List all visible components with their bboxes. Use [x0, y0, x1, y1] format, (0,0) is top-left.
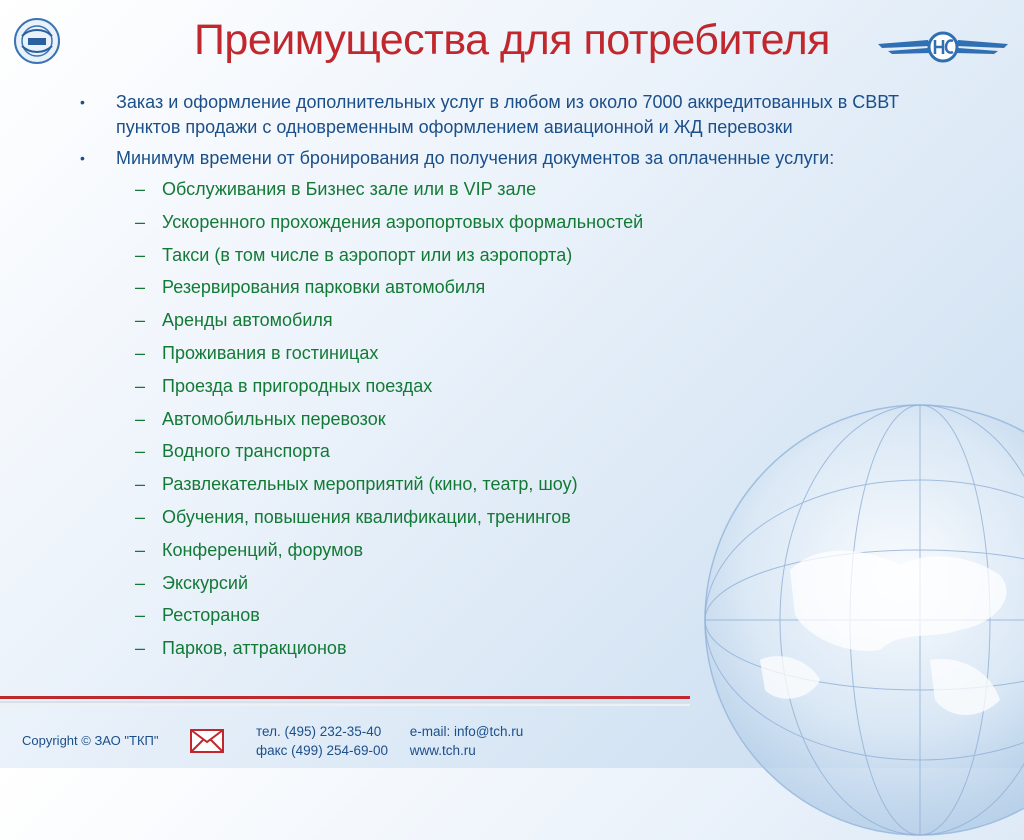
- sub-item: [80, 505, 960, 538]
- sub-item-text: Автомобильных перевозок: [162, 408, 386, 429]
- dash-mark: –: [135, 310, 146, 331]
- sub-item: [80, 177, 960, 210]
- dash-mark: –: [135, 605, 146, 626]
- sub-item: [80, 636, 960, 669]
- footer-divider: [0, 696, 690, 708]
- dash-mark: –: [135, 539, 146, 560]
- sub-item-text: Конференций, форумов: [162, 539, 364, 560]
- dash-mark: –: [135, 342, 146, 363]
- sub-item-text: Ускоренного прохождения аэропортовых формальностей: [162, 211, 644, 232]
- sub-item: [80, 439, 960, 472]
- dash-mark: –: [135, 211, 146, 232]
- sub-item-text: Такси (в том числе в аэропорт или из аэропорта): [162, 244, 573, 265]
- dash-mark: –: [135, 375, 146, 396]
- fax-text: факс (499) 254-69-00: [256, 743, 388, 758]
- bullet-text: Заказ и оформление дополнительных услуг в любом из около 7000 аккредитованных в СВВТ пунктов продажи с одновременным оформлением авиационной и ЖД перевозки: [116, 92, 900, 137]
- sub-item-text: Развлекательных мероприятий (кино, театр, шоу): [162, 474, 578, 495]
- sub-item-text: Проживания в гостиницах: [162, 342, 379, 363]
- sub-item-text: Водного транспорта: [162, 441, 330, 462]
- phone-text: тел. (495) 232-35-40: [256, 724, 382, 739]
- sub-item-text: Парков, аттракционов: [162, 638, 347, 659]
- bullet-mark: •: [80, 150, 85, 166]
- sub-item: [80, 341, 960, 374]
- dash-mark: –: [135, 572, 146, 593]
- dash-mark: –: [135, 506, 146, 527]
- dash-mark: –: [135, 179, 146, 199]
- website-link[interactable]: www.tch.ru: [409, 743, 476, 758]
- content: [80, 90, 960, 669]
- sub-item-text: Обучения, повышения квалификации, тренингов: [162, 506, 571, 527]
- bullet-text: Минимум времени от бронирования до получения документов за оплаченные услуги:: [116, 148, 835, 168]
- sub-item: [80, 243, 960, 276]
- bullet-item: [80, 146, 960, 171]
- bullet-item: [80, 90, 960, 140]
- sub-item: [80, 603, 960, 636]
- sub-item-text: Обслуживания в Бизнес зале или в VIP зале: [162, 179, 537, 199]
- sub-item-text: Аренды автомобиля: [162, 310, 333, 331]
- sub-item: [80, 538, 960, 571]
- sub-item-text: Резервирования парковки автомобиля: [162, 277, 486, 298]
- sub-item: [80, 210, 960, 243]
- page-title: Преимущества для потребителя: [194, 16, 830, 64]
- sub-item-text: Ресторанов: [162, 605, 260, 626]
- sub-item-text: Экскурсий: [162, 572, 249, 593]
- dash-mark: –: [135, 244, 146, 265]
- sub-item-text: Проезда в пригородных поездах: [162, 375, 433, 396]
- sub-item: [80, 275, 960, 308]
- bullet-mark: •: [80, 94, 85, 110]
- sub-item: [80, 308, 960, 341]
- contacts: [256, 722, 523, 760]
- sub-item: [80, 374, 960, 407]
- copyright-text: Copyright © ЗАО "ТКП": [22, 733, 159, 748]
- dash-mark: –: [135, 408, 146, 429]
- sub-item: [80, 472, 960, 505]
- sub-item: [80, 571, 960, 604]
- dash-mark: –: [135, 277, 146, 298]
- mail-icon[interactable]: [190, 729, 224, 753]
- dash-mark: –: [135, 474, 146, 495]
- sub-item: [80, 407, 960, 440]
- dash-mark: –: [135, 638, 146, 659]
- dash-mark: –: [135, 441, 146, 462]
- email-link[interactable]: e-mail: info@tch.ru: [409, 724, 524, 739]
